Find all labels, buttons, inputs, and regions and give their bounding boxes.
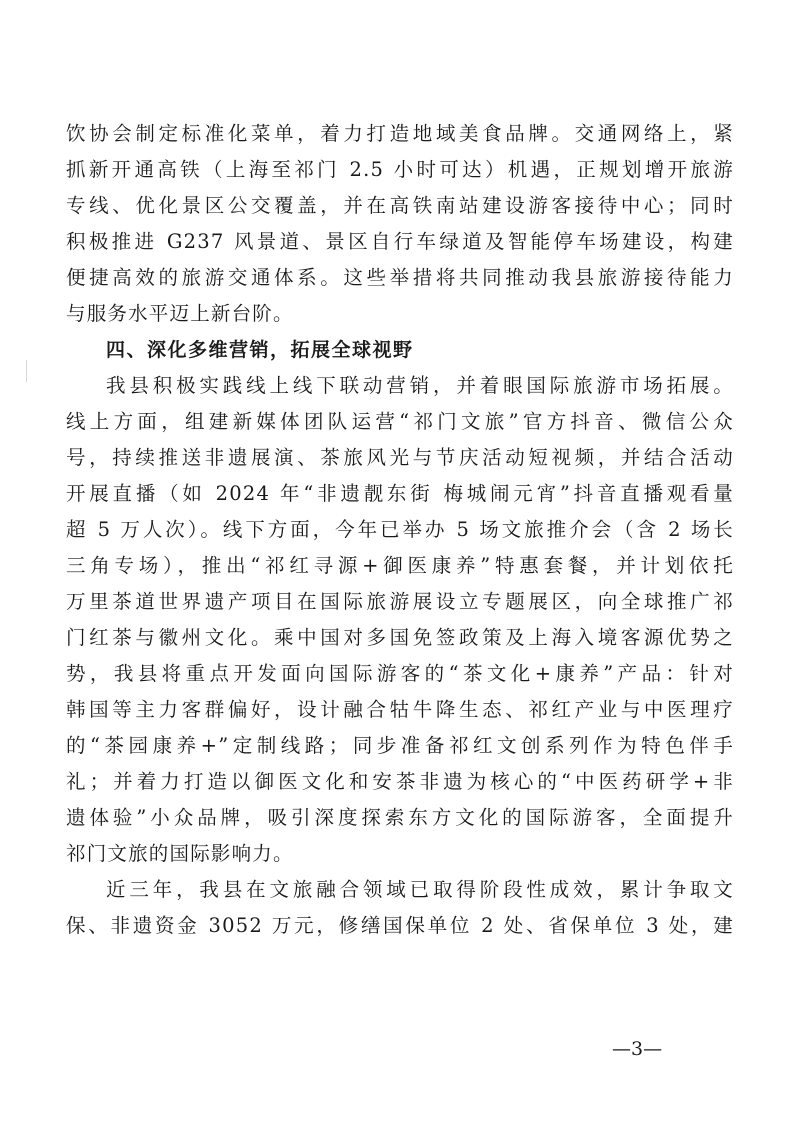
text-line: 祁门文旅的国际影响力。	[66, 842, 294, 865]
document-body	[66, 116, 734, 944]
text-line: 开展直播（如 2024 年“非遗靓东街 梅城闹元宵”抖音直播观看量	[66, 482, 734, 505]
text-line: 抓新开通高铁（上海至祁门 2.5 小时可达）机遇，正规划增开旅游	[66, 158, 734, 181]
section-heading: 四、深化多维营销，拓展全球视野	[106, 339, 414, 361]
text-line: 势，我县将重点开发面向国际游客的“茶文化+康养”产品：针对	[66, 662, 734, 685]
text-line: 线上方面，组建新媒体团队运营“祁门文旅”官方抖音、微信公众	[66, 410, 734, 433]
text-line: 的“茶园康养+”定制线路；同步准备祁红文创系列作为特色伴手	[66, 734, 734, 757]
text-line: 礼；并着力打造以御医文化和安茶非遗为核心的“中医药研学+非	[66, 770, 734, 793]
text-line: 专线、优化景区公交覆盖，并在高铁南站建设游客接待中心；同时	[66, 194, 734, 217]
text-line: 遗体验”小众品牌，吸引深度探索东方文化的国际游客，全面提升	[66, 806, 734, 829]
text-line: 积极推进 G237 风景道、景区自行车绿道及智能停车场建设，构建	[66, 230, 734, 253]
text-line: 我县积极实践线上线下联动营销，并着眼国际旅游市场拓展。	[106, 374, 734, 397]
text-line: 饮协会制定标准化菜单，着力打造地域美食品牌。交通网络上，紧	[66, 122, 734, 145]
text-line: 号，持续推送非遗展演、茶旅风光与节庆活动短视频，并结合活动	[66, 446, 734, 469]
text-line: 便捷高效的旅游交通体系。这些举措将共同推动我县旅游接待能力	[66, 266, 734, 289]
text-line: 门红茶与徽州文化。乘中国对多国免签政策及上海入境客源优势之	[66, 626, 734, 649]
text-line: 三角专场），推出“祁红寻源+御医康养”特惠套餐，并计划依托	[66, 554, 734, 577]
text-line: 万里茶道世界遗产项目在国际旅游展设立专题展区，向全球推广祁	[66, 590, 734, 613]
page-number: —3—	[612, 1038, 663, 1060]
text-line: 近三年，我县在文旅融合领域已取得阶段性成效，累计争取文	[106, 878, 734, 901]
text-line: 保、非遗资金 3052 万元，修缮国保单位 2 处、省保单位 3 处，建	[66, 914, 734, 937]
text-line: 韩国等主力客群偏好，设计融合牯牛降生态、祁红产业与中医理疗	[66, 698, 734, 721]
text-line: 与服务水平迈上新台阶。	[66, 302, 294, 325]
text-line: 超 5 万人次）。线下方面，今年已举办 5 场文旅推介会（含 2 场长	[66, 518, 734, 541]
margin-mark	[26, 360, 27, 382]
